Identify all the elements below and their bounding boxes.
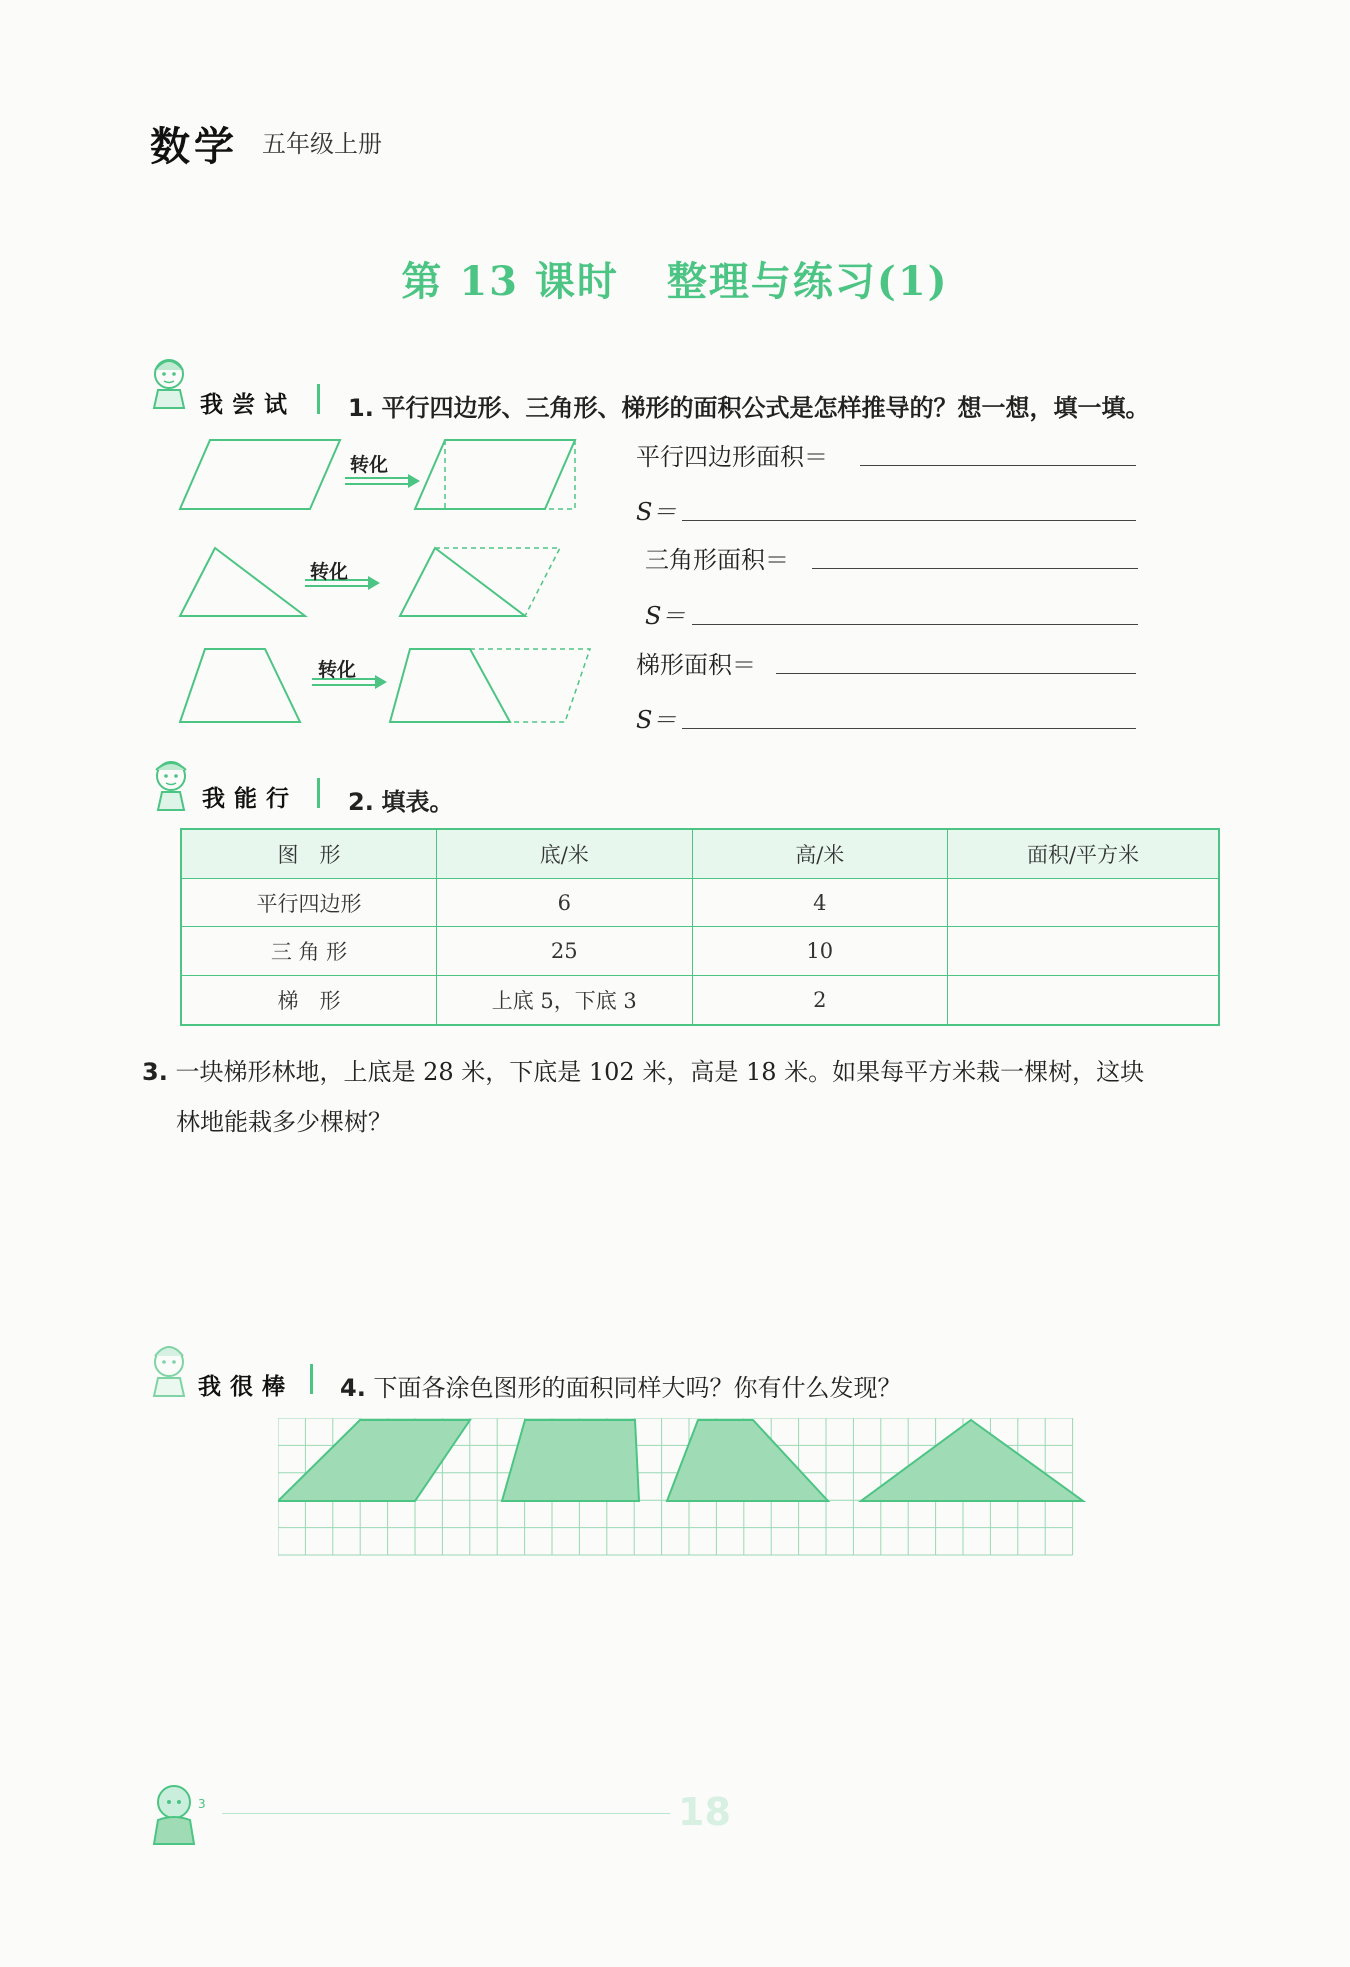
q3-question <box>142 1052 1144 1087</box>
parallelogram-shape <box>180 440 340 509</box>
parallelogram-s-blank[interactable] <box>682 520 1136 521</box>
q3-line2: 林地能栽多少棵树？ <box>176 1108 392 1136</box>
table-row <box>181 927 1219 976</box>
trapezoid-area-blank[interactable] <box>776 673 1136 674</box>
trapezoid-shape <box>180 649 300 722</box>
lesson-title <box>0 250 1350 307</box>
table-header-row <box>181 829 1219 878</box>
cell-base: 6 <box>437 878 693 927</box>
parallelogram-cut <box>415 440 575 509</box>
footer-rule <box>222 1813 670 1814</box>
shaded-trapezoid-2 <box>667 1420 828 1501</box>
q3-number: 3. <box>142 1058 168 1086</box>
cell-area-answer[interactable] <box>948 927 1220 976</box>
cell-shape: 三 角 形 <box>181 927 437 976</box>
shape-grid <box>278 1418 1086 1558</box>
shaded-triangle <box>861 1420 1083 1501</box>
cell-height: 2 <box>692 976 947 1025</box>
triangle-s-label: S＝ <box>645 602 686 630</box>
section-divider <box>317 384 320 414</box>
q3-answer-area[interactable] <box>176 1140 1216 1310</box>
trapezoid-area-label: 梯形面积＝ <box>636 651 756 679</box>
transform-label-1: 转化 <box>350 454 389 476</box>
header-base: 底/米 <box>437 829 693 878</box>
section-can-label: 我能行 <box>202 786 298 812</box>
trapezoid-s-blank[interactable] <box>682 728 1136 729</box>
section-try-label: 我尝试 <box>200 392 296 418</box>
triangle-shape <box>180 548 305 616</box>
triangle-area-label: 三角形面积＝ <box>645 546 789 574</box>
cartoon-kid-icon <box>140 1338 198 1400</box>
section-great-label: 我很棒 <box>198 1374 294 1400</box>
trapezoid-s-label: S＝ <box>636 706 677 734</box>
triangle-doubled <box>400 548 525 616</box>
transform-label-3: 转化 <box>318 659 357 681</box>
header-area: 面积/平方米 <box>948 829 1220 878</box>
area-table <box>180 828 1220 1026</box>
cell-shape: 平行四边形 <box>181 878 437 927</box>
footer-mascot-icon <box>142 1778 212 1850</box>
q2-text: 填表。 <box>381 788 454 816</box>
cell-height: 4 <box>692 878 947 927</box>
triangle-area-blank[interactable] <box>812 568 1138 569</box>
cell-area-answer[interactable] <box>948 878 1220 927</box>
table-row <box>181 878 1219 927</box>
lesson-number: 第 13 课时 <box>401 258 619 305</box>
table-row <box>181 976 1219 1025</box>
subject-title: 数学 <box>150 124 238 170</box>
parallelogram-area-label: 平行四边形面积＝ <box>636 443 828 471</box>
parallelogram-s-label: S＝ <box>636 498 677 526</box>
trapezoid-doubled <box>390 649 510 722</box>
cell-shape: 梯 形 <box>181 976 437 1025</box>
triangle-s-blank[interactable] <box>692 624 1138 625</box>
q4-number: 4. <box>340 1374 366 1402</box>
cartoon-girl-icon <box>140 350 198 412</box>
q1-text: 平行四边形、三角形、梯形的面积公式是怎样推导的？想一想，填一填。 <box>381 394 1150 422</box>
area-transform-diagrams <box>170 430 610 730</box>
q1-number: 1. <box>348 394 374 422</box>
shaded-parallelogram <box>278 1420 470 1501</box>
q4-text: 下面各涂色图形的面积同样大吗？你有什么发现？ <box>373 1374 902 1402</box>
transform-label-2: 转化 <box>310 561 349 583</box>
svg-text:3: 3 <box>198 1797 206 1811</box>
q2-number: 2. <box>348 788 374 816</box>
header-shape: 图 形 <box>181 829 437 878</box>
cell-base: 25 <box>437 927 693 976</box>
shaded-trapezoid-1 <box>502 1420 639 1501</box>
section-divider <box>317 778 320 808</box>
q1-question <box>348 388 1149 423</box>
cell-height: 10 <box>692 927 947 976</box>
cell-area-answer[interactable] <box>948 976 1220 1025</box>
cell-base: 上底 5，下底 3 <box>437 976 693 1025</box>
cartoon-boy-icon <box>142 752 200 814</box>
lesson-topic: 整理与练习(1) <box>666 258 949 305</box>
q4-question <box>340 1368 901 1403</box>
grade-label: 五年级上册 <box>262 130 382 158</box>
parallelogram-area-blank[interactable] <box>860 465 1136 466</box>
page-number: 18 <box>678 1790 731 1834</box>
q2-question <box>348 782 453 817</box>
section-divider <box>310 1364 313 1394</box>
q3-line1: 一块梯形林地，上底是 28 米，下底是 102 米，高是 18 米。如果每平方米栽一棵树，这块 <box>175 1058 1145 1086</box>
header-height: 高/米 <box>692 829 947 878</box>
